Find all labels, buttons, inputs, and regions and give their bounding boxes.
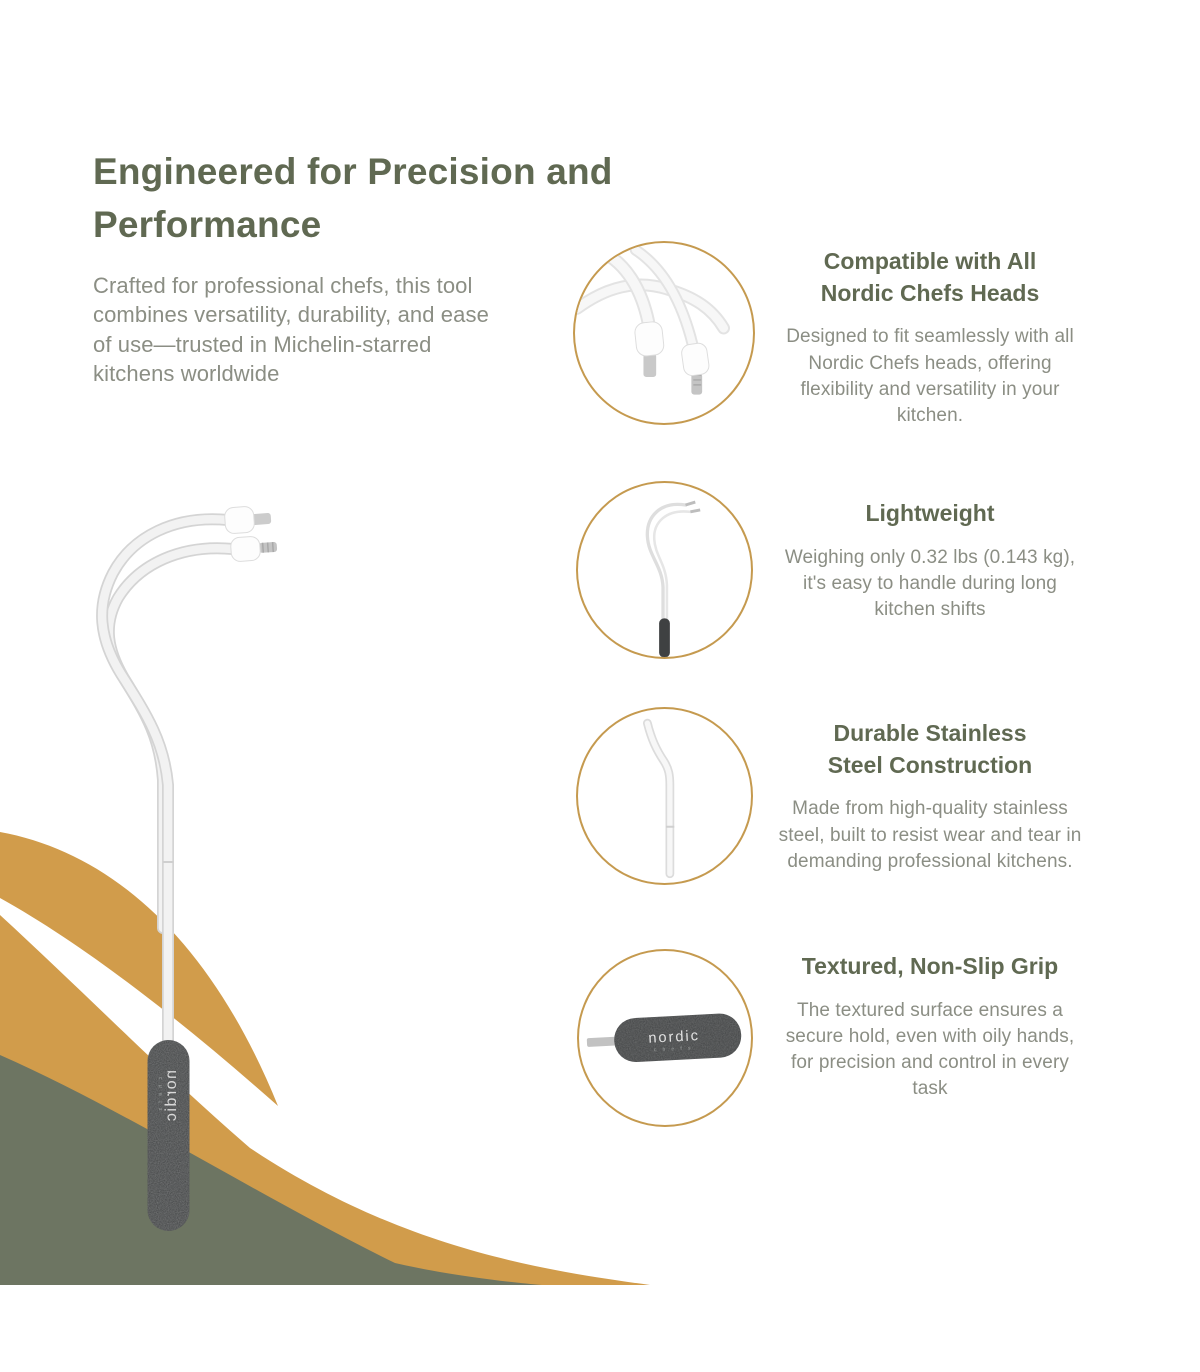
- feature-body: Weighing only 0.32 lbs (0.143 kg), it's easy to handle during long kitchen shifts: [784, 546, 1076, 621]
- handle-brand-text: nordic: [163, 1070, 180, 1123]
- feature-image-handle: [577, 949, 753, 1127]
- feature-text-compatibility: [770, 246, 1090, 429]
- connector-tip-bottom: [230, 535, 278, 562]
- feature-text-grip: [770, 951, 1090, 1103]
- feature-body: The textured surface ensures a secure hold, even with oily hands, for precision and control in every task: [785, 999, 1075, 1100]
- feature-heading: Durable Stainless Steel Construction: [827, 720, 1033, 778]
- mini-tool-art: [647, 502, 700, 657]
- intro-paragraph: Crafted for professional chefs, this tool combines versatility, durability, and ease of use—trusted in Michelin-starred kitchens worldwide: [93, 273, 489, 386]
- feature-body: Designed to fit seamlessly with all Nordic Chefs heads, offering flexibility and versatility in your kitchen.: [786, 326, 1074, 427]
- bent-shaft-art: [647, 723, 674, 874]
- feature-image-connector-tips: [573, 241, 755, 425]
- handle-brand-subtext: c h e f s: [158, 1077, 164, 1113]
- feature-image-full-tool: [576, 481, 753, 659]
- feature-body: Made from high-quality stainless steel, built to resist wear and tear in demanding professional kitchens.: [778, 798, 1082, 872]
- feature-heading: Textured, Non-Slip Grip: [801, 953, 1059, 979]
- feature-text-durability: [770, 718, 1090, 875]
- handle-brand-subtext: c h e f s: [653, 1046, 694, 1054]
- connector-closeup-art: [577, 250, 724, 395]
- feature-heading: Compatible with All Nordic Chefs Heads: [820, 248, 1040, 306]
- feature-text-lightweight: [770, 498, 1090, 623]
- connector-tip-top: [224, 505, 272, 534]
- page-title: Engineered for Precision and Performance: [93, 151, 613, 245]
- handle-closeup-art: [586, 1013, 742, 1065]
- feature-heading: Lightweight: [865, 500, 995, 526]
- handle: [148, 1040, 190, 1231]
- handle-brand-text: nordic: [647, 1028, 701, 1047]
- feature-image-bent-shaft: [576, 707, 753, 885]
- main-product-image: [63, 498, 280, 1232]
